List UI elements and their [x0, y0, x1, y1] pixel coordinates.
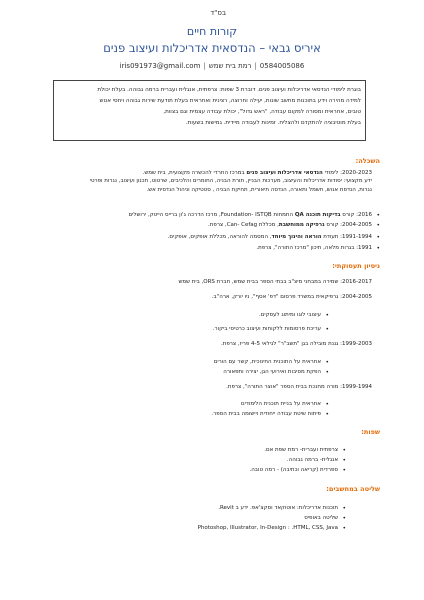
job-bullet: • עיצובי לוגו ומיתוג לעסקים.	[259, 311, 321, 320]
job-line: 1999-2003: גננת מובילה בגן "תשב"ר" לגילאי 4-5 פריז, צרפת.	[220, 341, 372, 347]
contact-line	[0, 62, 424, 70]
education-line: נגרות, הנדסת אנוש, חשמל ותאורה, הנדסה תיאורית, תחיקת הבניה , סטטיקה וניהול הנדסית אש.	[146, 187, 372, 193]
job-line: 1999-1994: מורה מחנכת בבית הספר "אוצר התורה", צרפת.	[226, 384, 372, 390]
language-item: • אנגלית- ברמה גבוהה.	[287, 456, 338, 465]
education-heading: השכלה:	[355, 157, 380, 165]
separator: |	[254, 62, 257, 70]
summary-line: למידה מהירה וידע בתוכנות מחשב שונות, יעילה וחרוצה, רצינית ואחראית בעלת תודעת שירות גבוהה ויחסי אנוש	[99, 98, 361, 104]
experience-heading: ניסיון תעסוקתי:	[332, 262, 380, 270]
computer-skill-item: • Photoshop, Illustrator, In-Design : .HTML, CSS, Java	[198, 524, 338, 533]
computer-skill-item: • תוכנות אדריכלות: אוטוקאד וסקצ'אפ. ידע ב Revit.	[218, 504, 338, 513]
job-bullet: • אחראית על התוכנית החינוכית, קשר עם הורים	[214, 358, 321, 367]
summary-box	[53, 80, 366, 141]
separator: |	[203, 62, 206, 70]
job-bullet: • הפקת מסיבות ואירועי הגן, יצירה ותפאורה	[223, 368, 321, 377]
job-bullet: • עריכת פרסומות ללקוחות ועיצוב כרטיסי ביקור.	[213, 325, 321, 334]
education-item: • 2004-2005: קורס גרפיקה ממוחשבת, מכללת Can- Cefag, צרפת.	[208, 221, 372, 230]
job-line: 2016-2017: שמירה במבחני מיצ"ב בבתי הספר בבית שמש, חברת ORS, בית שמש	[178, 279, 372, 285]
candidate-name: איריס גבאי – הנדסאית אדריכלות ועיצוב פנים	[103, 41, 321, 55]
summary-line: בוגרת לימודי הנדסאי אדריכלות ועיצוב פנים. דוברת 3 שפות: צרפתית, אנגלית ועברית ברמה גבוהה. בעלת יכולת	[97, 87, 361, 93]
job-line: 2004-2005: גרפיקאית במשרד פרסום "דפ' אסף", ניו יורק, ארה"ב.	[211, 294, 372, 300]
education-item: • 1991-1994: תעודת הוראה והינוך מיוחד, המסמה להוראה, מכללת אופקים, אופקים.	[168, 233, 372, 242]
job-bullet: • אחראית על בניית תוכנית הלימודים	[241, 400, 321, 409]
contact-phone: 0584005086	[259, 62, 305, 70]
contact-address: רמת בית שמש	[208, 62, 252, 70]
computers-heading: שליטה במחשבים:	[326, 485, 380, 493]
education-item: • 2016: קורס בדיקות תוכנה QA התמחות Foundation- ISTQB, מרכז הדרכה ג'ון ברייס הייטק, ירושלים	[129, 211, 373, 220]
languages-heading: שפות:	[361, 428, 380, 436]
bsd-mark: בס"ד	[210, 9, 226, 17]
language-item: • ספרדית (קריאה וכתיבה) - רמה טובה.	[249, 466, 338, 475]
education-item: • 1991: בגרות מלאה, תיכון "מרכז התורה", צרפת.	[256, 244, 372, 253]
language-item: • צרפתית ועברית- רמת שפת אם.	[264, 446, 338, 455]
job-bullet: • פיתוח שיטת עבודה ייחודית ויישומה בבית הספר.	[211, 410, 321, 419]
summary-line: טובים, אחראית ומסורה למקום עבודה, "ראש גדול", יכולת עבודה עצמית וגם בצוות,	[163, 109, 361, 115]
summary-line: בעלת מוטיבציה להתקדם ולהצליח. זמינות לעבודה מיידית. גמישות בשעות.	[185, 120, 361, 126]
education-line: ידע מקצועי: יסודות אדריכלות והעיצוב, מערכות הבניין, תורת הבניה, החומרים והלכיבים, שרטוט, תכנון ועיצוב, נגרות ופרטי	[89, 178, 372, 184]
page-title: קורות חיים	[186, 25, 238, 38]
computer-skill-item: • שליטה באופיס	[304, 514, 338, 523]
contact-email[interactable]: iris091973@gmail.com	[119, 62, 201, 70]
education-line: 2020-2023: לימודי הנדסאי אדריכלות ועיצוב פנים במרכז החרדי להכשרה מקצועית, בית שמש.	[142, 170, 372, 176]
